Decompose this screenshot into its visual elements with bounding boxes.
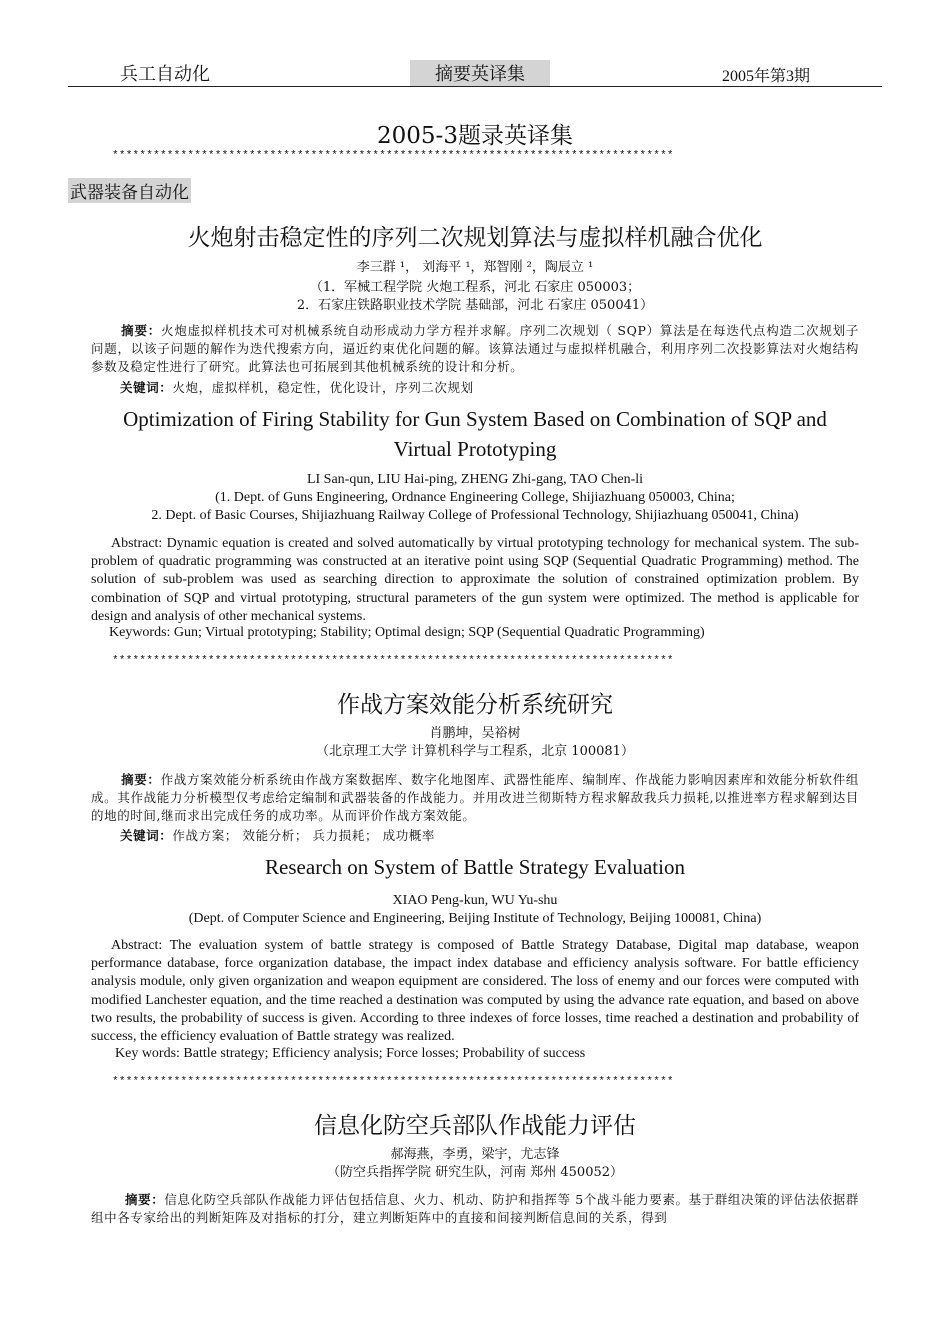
article-en-keywords: Keywords: Gun; Virtual prototyping; Stability; Optimal design; SQP (Sequential Quadratic Programming) [109,625,705,640]
section-label: 武器装备自动化 [68,178,191,203]
article-cn-abstract: 摘要：火炮虚拟样机技术可对机械系统自动形成动力学方程并求解。序列二次规划（ SQP）算法是在每迭代点构造二次规划子问题，以该子问题的解作为迭代搜索方向，逼近约束优化问题的解。该算法通过与虚拟样机融合，利用序列二次投影算法对火炮结构参数及稳定性进行了研究。此算法也可拓展到其他机械系统的设计和分析。 [91,323,859,374]
article-cn-keywords: 关键词：作战方案； 效能分析； 兵力损耗； 成功概率 [120,828,436,843]
article-cn-authors: 肖鹏坤，吴裕树 [429,726,521,741]
article-cn-keywords: 关键词：火炮，虚拟样机，稳定性，优化设计，序列二次规划 [120,380,474,395]
article-cn-affiliation: （1．军械工程学院 火炮工程系，河北 石家庄 050003； [309,280,641,295]
article-cn-title: 火炮射击稳定性的序列二次规划算法与虚拟样机融合优化 [187,225,763,251]
article-en-abstract: Abstract: The evaluation system of battle strategy is composed of Battle Strategy Database, Digital map database, weapon performance database, force organization database, the impact index database and efficiency analysis software. For battle efficiency analysis module, only given organization and weapon equipment are considered. The loss of enemy and our forces were computed with modified Lanchester equation, and the time reached a destination was computed by using the advance rate equation, and based on above two results, the probability of success is given. According to three indexes of force losses, time reached a destination and probability of success, the efficiency evaluation of Battle strategy was realized. [91,938,859,1045]
page-title: 2005-3题录英译集 [377,123,573,149]
article-cn-affiliation: （防空兵指挥学院 研究生队，河南 郑州 450052） [326,1165,624,1180]
star-divider: ********************************************************************************** [112,655,674,667]
article-cn-title: 信息化防空兵部队作战能力评估 [314,1113,636,1139]
article-en-keywords: Key words: Battle strategy; Efficiency analysis; Force losses; Probability of success [115,1046,586,1061]
article-en-title: Optimization of Firing Stability for Gun System Based on Combination of SQP and Virtual Prototyping [123,407,827,461]
article-en-abstract: Abstract: Dynamic equation is created and solved automatically by virtual prototyping technology for mechanical system. The sub-problem of quadratic programming was constructed at an iterative point using SQP (Sequential Quadratic Programming) method. The solution of sub-problem was used as searching direction to approximate the solution of constrained optimization problem. By combination of SQP and virtual prototyping, structural parameters of the gun system were optimized. The method is applicable for design and analysis of other mechanical systems. [91,536,859,624]
star-divider: ********************************************************************************** [112,150,674,162]
article-cn-affiliation: 2．石家庄铁路职业技术学院 基础部，河北 石家庄 050041） [296,298,654,313]
article-en-authors: XIAO Peng-kun, WU Yu-shu [392,893,558,908]
section-banner: 摘要英译集 [410,60,550,86]
article-en-affiliation: (Dept. of Computer Science and Engineering, Beijing Institute of Technology, Beijing 100081, China) [188,911,762,926]
article-en-authors: LI San-qun, LIU Hai-ping, ZHENG Zhi-gang, TAO Chen-li [306,472,644,487]
star-divider: ********************************************************************************** [112,1076,674,1088]
issue-label: 2005年第3期 [722,68,811,85]
article-cn-authors: 李三群 ¹， 刘海平 ¹，郑智刚 ²，陶辰立 ¹ [356,260,594,275]
header-rule [68,86,882,87]
article-cn-affiliation: （北京理工大学 计算机科学与工程系，北京 100081） [316,744,634,759]
article-cn-title: 作战方案效能分析系统研究 [337,692,613,718]
article-cn-abstract: 摘要：信息化防空兵部队作战能力评估包括信息、火力、机动、防护和指挥等 5个战斗能力要素。基于群组决策的评估法依据群组中各专家给出的判断矩阵及对指标的打分，建立判断矩阵中的直接和间接判断信息间的关系，得到 [91,1192,859,1225]
article-cn-abstract: 摘要：作战方案效能分析系统由作战方案数据库、数字化地图库、武器性能库、编制库、作战能力影响因素库和效能分析软件组成。其作战能力分析模型仅考虑给定编制和武器装备的作战能力。并用改进兰彻斯特方程求解敌我兵力损耗,以推进率方程求解到达目的地的时间,继而求出完成任务的成功率。从而评价作战方案效能。 [91,772,859,823]
article-en-title: Research on System of Battle Strategy Evaluation [265,855,685,879]
article-en-affiliation: 2. Dept. of Basic Courses, Shijiazhuang Railway College of Professional Technology, Shijiazhuang 050041, China) [151,508,799,523]
article-cn-authors: 郝海燕，李勇，梁宇，尤志锋 [390,1147,560,1162]
article-en-affiliation: (1. Dept. of Guns Engineering, Ordnance Engineering College, Shijiazhuang 050003, China; [215,490,735,505]
journal-name: 兵工自动化 [120,64,210,85]
